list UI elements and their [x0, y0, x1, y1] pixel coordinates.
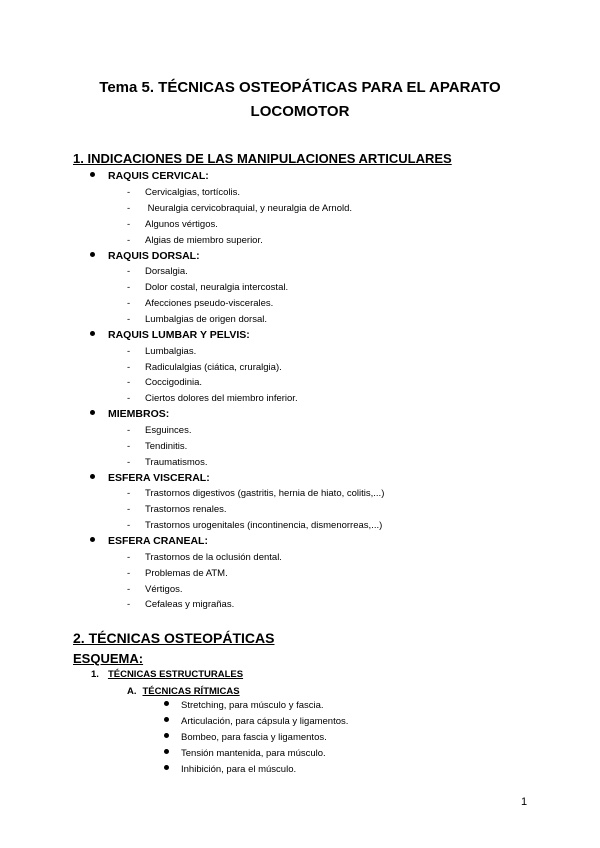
list-item-text: Lumbalgias.: [145, 346, 197, 357]
title-line-1: Tema 5. TÉCNICAS OSTEOPÁTICAS PARA EL APARATO: [99, 79, 501, 96]
dash-icon: -: [127, 488, 131, 499]
dash-icon: -: [127, 377, 131, 388]
list-item-text: Lumbalgias de origen dorsal.: [145, 314, 267, 325]
category-label: MIEMBROS:: [108, 408, 170, 420]
list-item: [127, 457, 207, 468]
list-item: [127, 584, 183, 595]
sub-list-item-text: Stretching, para músculo y fascia.: [181, 700, 324, 711]
list-item-text: Trastornos renales.: [145, 504, 227, 515]
lettered-item-a: [127, 686, 240, 697]
section-1-heading: 1. INDICACIONES DE LAS MANIPULACIONES ARTICULARES: [73, 151, 452, 166]
list-item: [127, 504, 227, 515]
list-item-text: Dorsalgia.: [145, 266, 188, 277]
list-item-text: Tendinitis.: [145, 441, 188, 452]
list-item: [127, 362, 282, 373]
category-raquis-cervical: [90, 170, 209, 182]
sub-list-item-text: Bombeo, para fascia y ligamentos.: [181, 732, 327, 743]
list-item: [127, 393, 298, 404]
list-item: [127, 266, 188, 277]
sub-list-item: [164, 764, 296, 775]
sub-list-item: [164, 700, 324, 711]
list-item-text: Coccigodinia.: [145, 377, 203, 388]
dash-icon: -: [127, 552, 131, 563]
bullet-icon: [164, 717, 169, 722]
list-item: [127, 298, 273, 309]
bullet-icon: [90, 252, 95, 257]
category-label: RAQUIS CERVICAL:: [108, 170, 209, 182]
list-item: [127, 203, 352, 214]
bullet-icon: [164, 749, 169, 754]
list-item: [127, 488, 384, 499]
dash-icon: -: [127, 282, 131, 293]
dash-icon: -: [127, 504, 131, 515]
list-item: [127, 599, 234, 610]
list-item: [127, 568, 228, 579]
sub-list-item: [164, 716, 348, 727]
category-label: RAQUIS DORSAL:: [108, 250, 200, 262]
list-item-text: Esguinces.: [145, 425, 192, 436]
list-item: [127, 219, 218, 230]
category-miembros: [90, 408, 169, 420]
list-item-text: Algunos vértigos.: [145, 219, 218, 230]
number-marker: 1.: [91, 669, 99, 680]
dash-icon: -: [127, 520, 131, 531]
list-item: [127, 187, 240, 198]
list-item-text: Radiculalgias (ciática, cruralgia).: [145, 362, 282, 373]
dash-icon: -: [127, 568, 131, 579]
list-item-text: Vértigos.: [145, 584, 183, 595]
letter-marker: A.: [127, 686, 137, 697]
list-item-text: Algias de miembro superior.: [145, 235, 263, 246]
bullet-icon: [164, 733, 169, 738]
list-item-text: Afecciones pseudo-viscerales.: [145, 298, 274, 309]
category-esfera-craneal: [90, 535, 208, 547]
category-raquis-lumbar-pelvis: [90, 329, 250, 341]
sub-list-item-text: Articulación, para cápsula y ligamentos.: [181, 716, 349, 727]
list-item-text: Trastornos de la oclusión dental.: [145, 552, 282, 563]
dash-icon: -: [127, 266, 131, 277]
list-item-text: Trastornos urogenitales (incontinencia, dismenorreas,...): [145, 520, 383, 531]
dash-icon: -: [127, 187, 131, 198]
numbered-item-label: TÉCNICAS ESTRUCTURALES: [107, 669, 244, 680]
list-item-text: Dolor costal, neuralgia intercostal.: [145, 282, 289, 293]
list-item-text: Ciertos dolores del miembro inferior.: [145, 393, 298, 404]
dash-icon: -: [127, 314, 131, 325]
list-item: [127, 282, 288, 293]
list-item: [127, 377, 202, 388]
dash-icon: -: [127, 599, 131, 610]
category-raquis-dorsal: [90, 250, 200, 262]
list-item: [127, 425, 191, 436]
bullet-icon: [90, 172, 95, 177]
bullet-icon: [90, 537, 95, 542]
dash-icon: -: [127, 362, 131, 373]
dash-icon: -: [127, 235, 131, 246]
list-item: [127, 552, 282, 563]
bullet-icon: [90, 410, 95, 415]
dash-icon: -: [127, 203, 131, 214]
bullet-icon: [90, 331, 95, 336]
category-label: RAQUIS LUMBAR Y PELVIS:: [108, 329, 250, 341]
dash-icon: -: [127, 298, 131, 309]
list-item-text: Cefaleas y migrañas.: [145, 599, 235, 610]
list-item: [127, 441, 187, 452]
bullet-icon: [164, 765, 169, 770]
list-item: [127, 346, 196, 357]
lettered-item-label: TÉCNICAS RÍTMICAS: [142, 686, 240, 697]
list-item: [127, 314, 267, 325]
list-item-text: Cervicalgias, tortícolis.: [145, 187, 241, 198]
sub-list-item: [164, 732, 327, 743]
list-item: [127, 235, 263, 246]
dash-icon: -: [127, 457, 131, 468]
dash-icon: -: [127, 346, 131, 357]
page-number: 1: [521, 796, 528, 808]
sub-list-item: [164, 748, 326, 759]
dash-icon: -: [127, 441, 131, 452]
category-label: ESFERA CRANEAL:: [108, 535, 208, 547]
category-label: ESFERA VISCERAL:: [108, 472, 210, 484]
section-2-heading: 2. TÉCNICAS OSTEOPÁTICAS: [73, 630, 275, 646]
list-item-text: Traumatismos.: [145, 457, 208, 468]
dash-icon: -: [127, 393, 131, 404]
dash-icon: -: [127, 219, 131, 230]
numbered-item-1: [91, 669, 243, 680]
sub-list-item-text: Inhibición, para el músculo.: [181, 764, 297, 775]
sub-list-item-text: Tensión mantenida, para músculo.: [181, 748, 326, 759]
title-line-2: LOCOMOTOR: [250, 103, 350, 120]
dash-icon: -: [127, 584, 131, 595]
list-item-text: Trastornos digestivos (gastritis, hernia de hiato, colitis,...): [145, 488, 385, 499]
list-item-text: Problemas de ATM.: [145, 568, 228, 579]
list-item-text: Neuralgia cervicobraquial, y neuralgia de Arnold.: [145, 203, 353, 214]
bullet-icon: [164, 701, 169, 706]
dash-icon: -: [127, 425, 131, 436]
list-item: [127, 520, 382, 531]
bullet-icon: [90, 474, 95, 479]
category-esfera-visceral: [90, 472, 210, 484]
esquema-heading: ESQUEMA:: [73, 651, 144, 666]
